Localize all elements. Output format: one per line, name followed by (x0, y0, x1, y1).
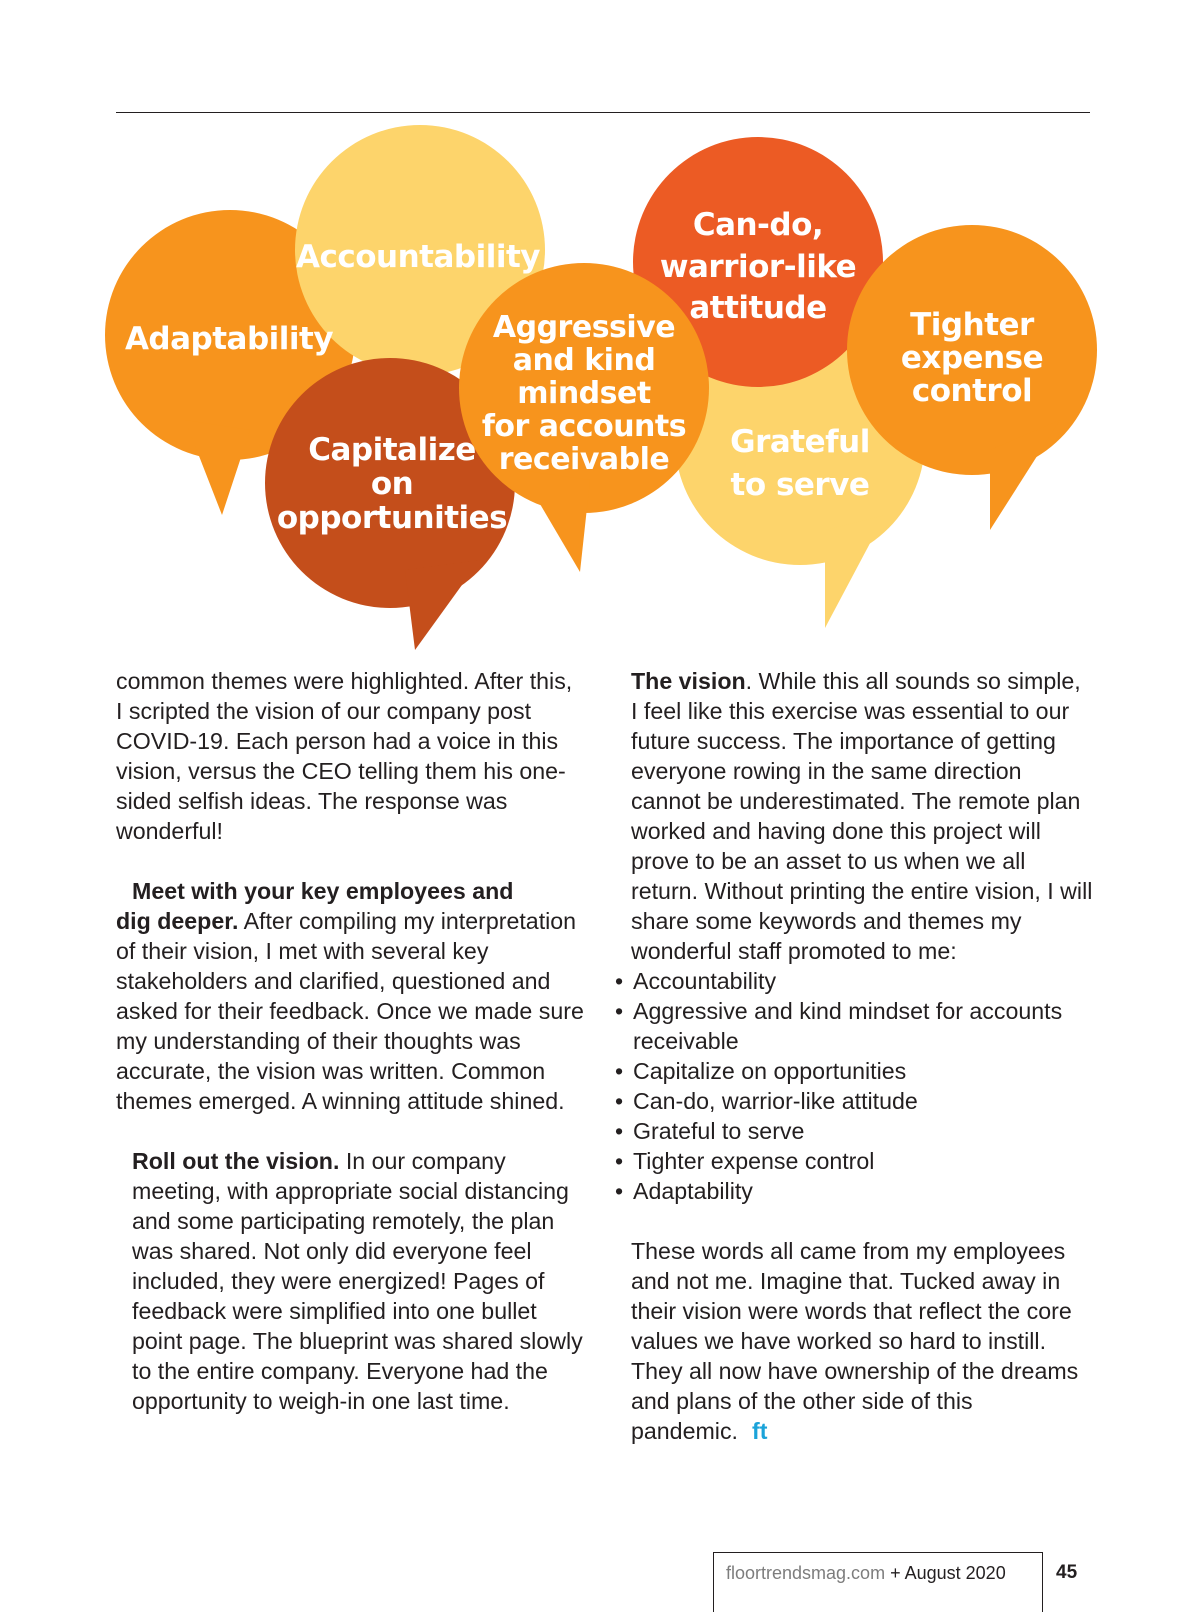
list-item: • Grateful to serve (615, 1116, 1093, 1146)
paragraph-common-themes: common themes were highlighted. After this, I scripted the vision of our company post COVID-19. Each person had a voice in this vision, versus the CEO telling them his one-sided selfish ideas. The response was wonderful! (116, 668, 573, 844)
label-capitalize-3: opportunities (276, 500, 508, 536)
label-cando-3: attitude (689, 290, 827, 326)
footer-site: floortrendsmag.com (726, 1563, 886, 1583)
footer-issue: August 2020 (904, 1563, 1006, 1583)
label-grateful-2: to serve (730, 467, 870, 503)
label-capitalize-1: Capitalize (308, 432, 476, 468)
core-values-infographic (0, 0, 1200, 660)
label-aggressive-2: and kind (512, 343, 656, 378)
paragraph-roll-out (116, 1146, 584, 1416)
label-cando-2: warrior-like (659, 249, 857, 285)
paragraph-the-vision (615, 666, 1093, 966)
label-aggressive-5: receivable (498, 442, 670, 477)
text-closing: These words all came from my employees and not me. Imagine that. Tucked away in their vision were words that reflect the core values we have worked so hard to instill. They all now have ownership of the dreams and plans of the other side of this pandemic. (631, 1238, 1079, 1444)
label-capitalize-2: on (370, 466, 414, 502)
paragraph-meet-employees (116, 876, 584, 906)
paragraph-closing (615, 1236, 1093, 1446)
label-aggressive-3: mindset (517, 376, 651, 411)
paragraph-meet-employees-body (116, 906, 584, 1116)
label-accountability: Accountability (295, 239, 541, 275)
label-adaptability: Adaptability (124, 321, 334, 357)
label-tighter-1: Tighter (910, 307, 1034, 343)
right-column (615, 666, 1093, 1446)
list-item: • Capitalize on opportunities (615, 1056, 1093, 1086)
text-meet-employees-body: After compiling my interpretation of their vision, I met with several key stakeholders and clarified, questioned and asked for their feedback. Once we made sure my understanding of their thoughts was accurate, the vision was written. Common themes emerged. A winning attitude shined. (116, 908, 584, 1114)
list-item: • Can-do, warrior-like attitude (615, 1086, 1093, 1116)
label-grateful-1: Grateful (730, 424, 870, 460)
heading-the-vision: The vision (631, 668, 746, 694)
text-roll-out-body: In our company meeting, with appropriate social distancing and some participating remotely, the plan was shared. Not only did everyone feel included, they were energized! Pages of feedback were simplified into one bullet point page. The blueprint was shared slowly to the entire company. Everyone had the opportunity to weigh-in one last time. (132, 1148, 583, 1414)
label-cando-1: Can-do, (692, 207, 824, 243)
list-item: • Aggressive and kind mindset for accounts receivable (615, 996, 1093, 1056)
heading-meet-employees: Meet with your key employees and (132, 878, 514, 904)
heading-roll-out: Roll out the vision. (132, 1148, 340, 1174)
label-aggressive-1: Aggressive (492, 310, 676, 345)
page-number: 45 (1056, 1562, 1078, 1583)
list-item: • Accountability (615, 966, 1093, 996)
footer-separator: + (890, 1563, 901, 1583)
list-item: • Tighter expense control (615, 1146, 1093, 1176)
text-the-vision-body: . While this all sounds so simple, I feel like this exercise was essential to our future success. The importance of getting everyone rowing in the same direction cannot be underestimated. The remote plan worked and having done this project will prove to be an asset to us when we all return. Without printing the entire vision, I will share some keywords and themes my wonderful staff promoted to me: (631, 668, 1093, 964)
label-aggressive-4: for accounts (481, 409, 687, 444)
footer-folio (726, 1563, 1006, 1584)
label-tighter-3: control (911, 373, 1033, 409)
left-column (116, 666, 584, 1416)
end-mark-logo: ft (751, 1418, 768, 1444)
heading-dig-deeper: dig deeper. (116, 908, 239, 934)
keywords-list (615, 966, 1093, 1206)
list-item: • Adaptability (615, 1176, 1093, 1206)
label-tighter-2: expense (900, 340, 1044, 376)
